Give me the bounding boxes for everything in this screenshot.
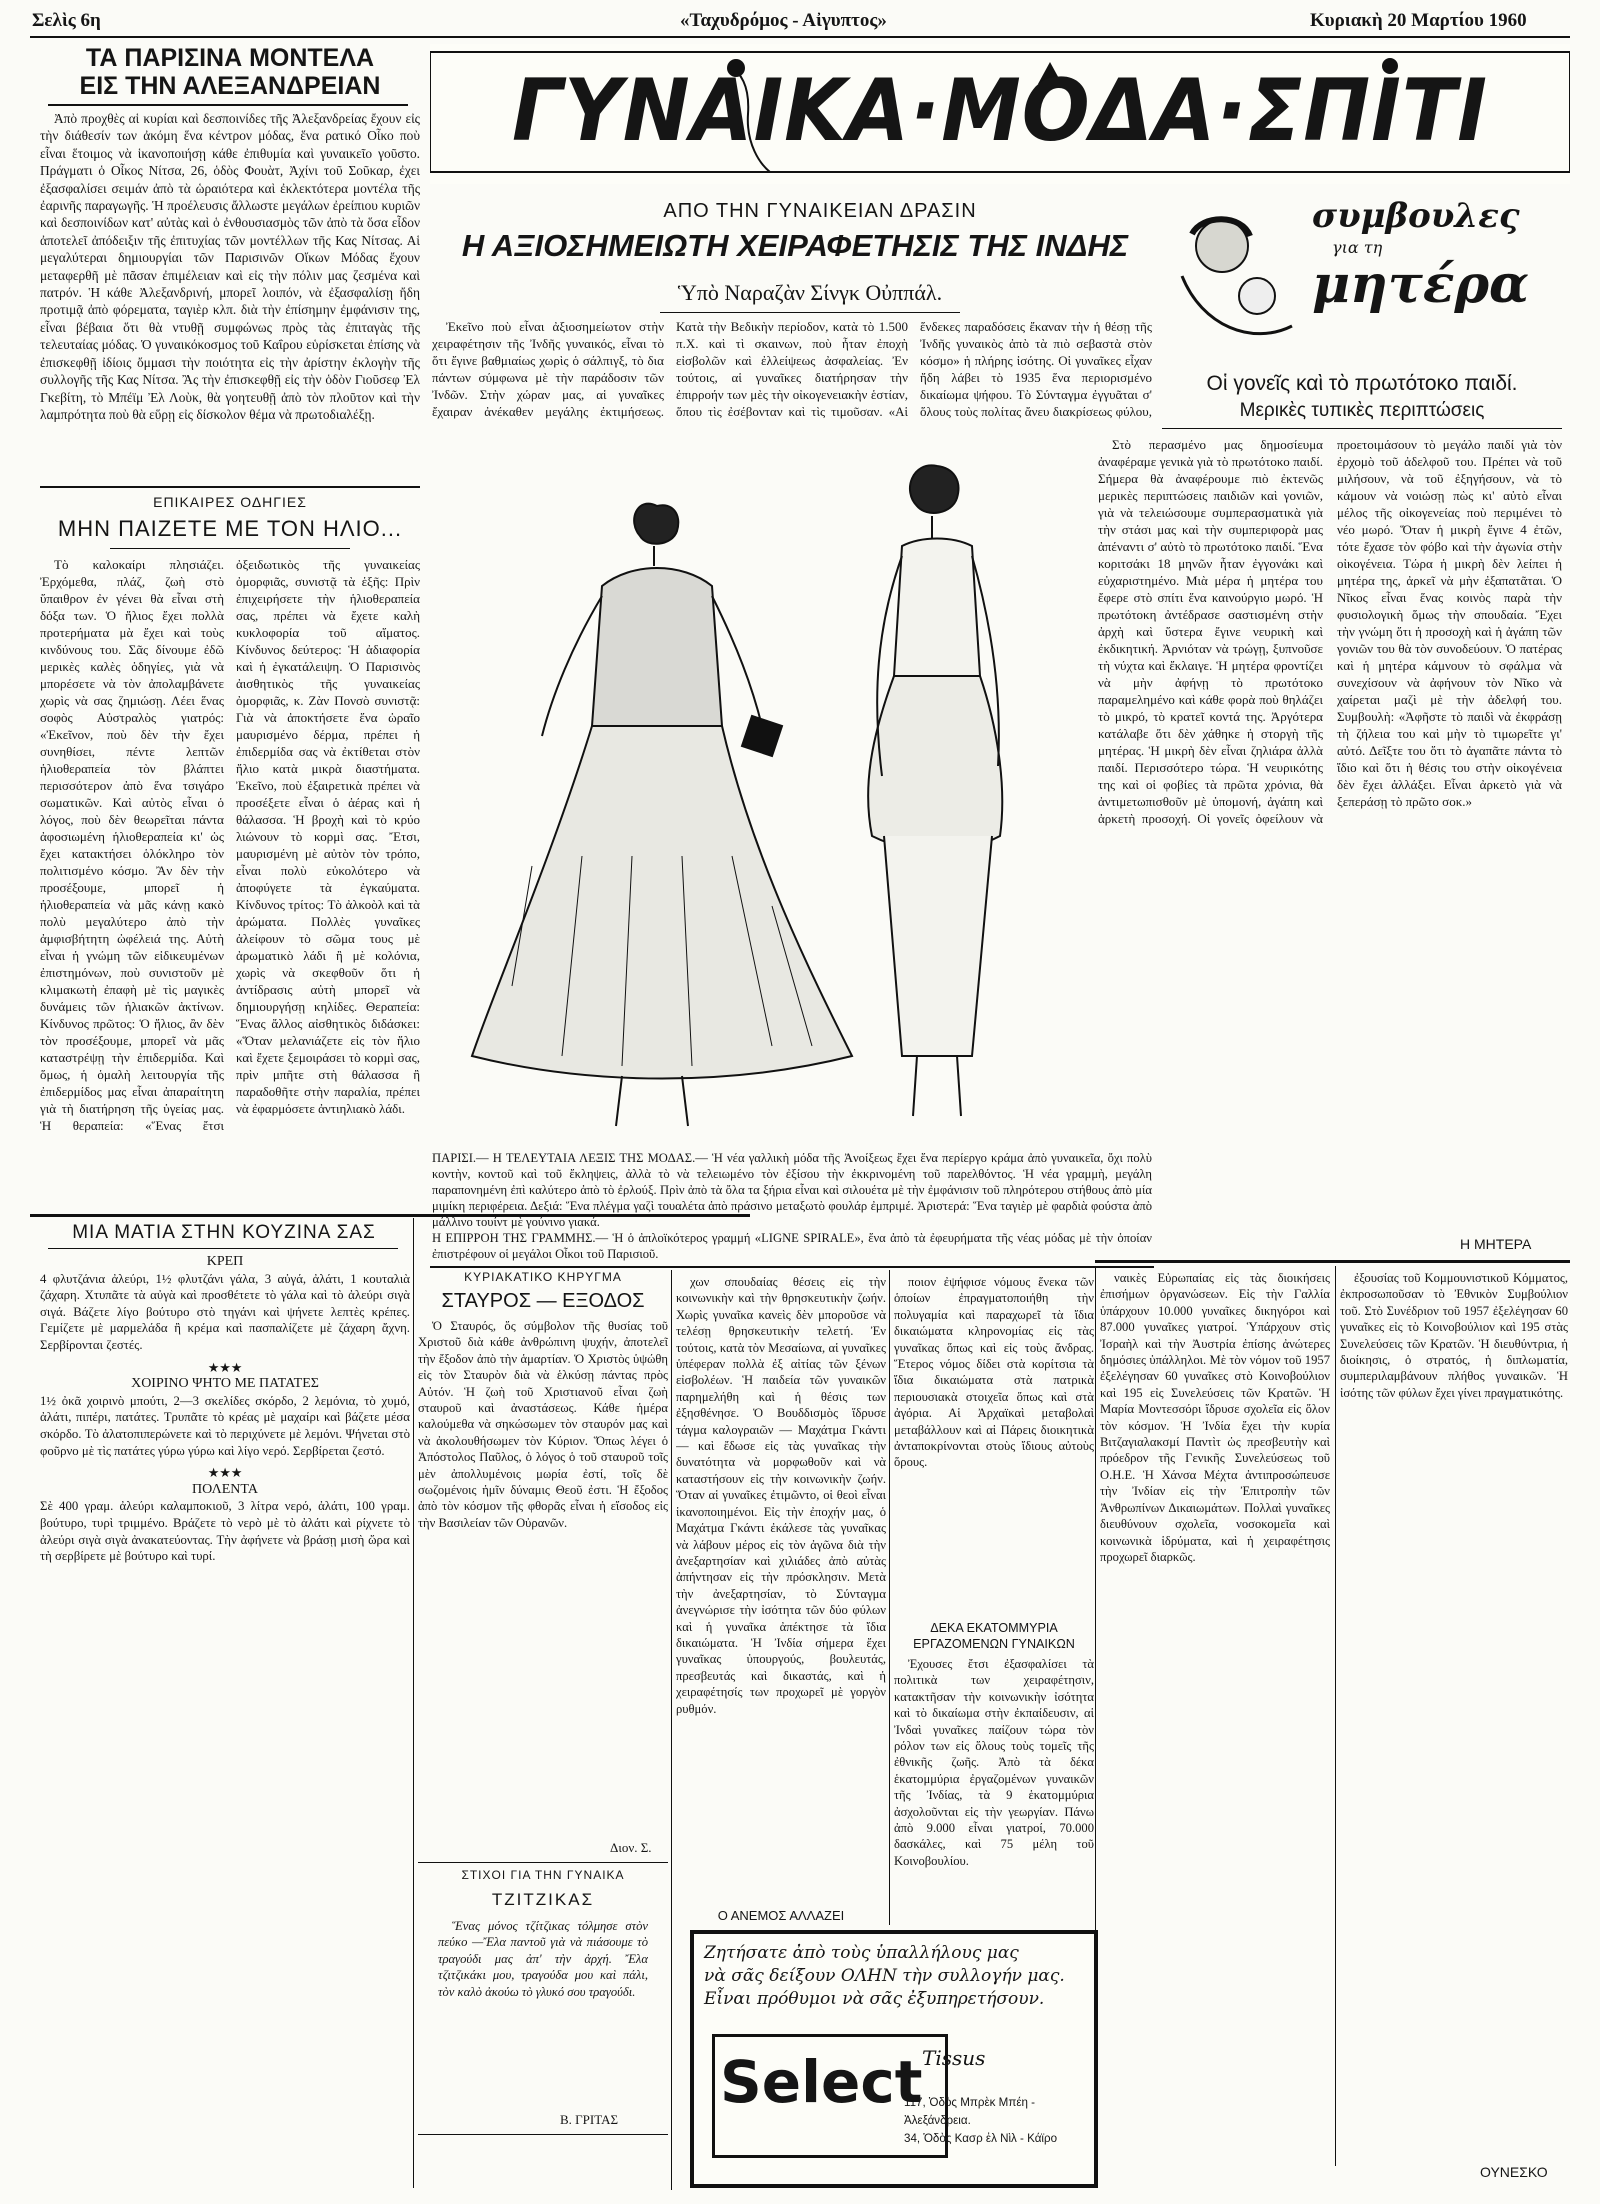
unesco-body: ναικὲς Εὐρωπαίας εἰς τὰς διοικήσεις ἐπισήμων ὀργανώσεων. Εἰς τὴν Γαλλία ὑπάρχουν 10.000 γυναῖκες δικηγόροι καὶ 87.000 γυναῖκες γιατροί. Ὑπάρχουν στὶς Ἰσραὴλ καὶ τὴν Ἀυστρία ἐπίσης ἀνώτερες δημόσιες ὑπάλληλοι. Μὲ τὸν νόμον τοῦ 1957 ἐξελέγησαν 60 γυναῖκες στὸ Κοινοβούλιον καὶ 195 εἰς Συνελεύσεις τῶν Κρατῶν. Ἡ Μαρία Μοντεσσόρι ἵδρυσε σχολεῖα εἰς ὅλον τὸν κόσμον. Ἡ Ἰνδία ἔχει τὴν κυρία Βιτζαγιαλακσμί Παντὶτ ὡς πρεσβευτὴν καὶ πρόεδρον τῆς Γενικῆς Συνελεύσεως τοῦ Ο.Η.Ε. Ἡ Χάνσα Μέχτα ἀντιπροσώπευσε τὴν Ἰνδίαν εἰς τὴν Ἐπιτροπὴν τῶν Ἀνθρωπίνων Δικαιωμάτων. Πολλαὶ γυναῖκες διευθύνουν σχολεῖα, νοσοκομεῖα καὶ κοινωνικὰ ἱδρύματα, καὶ ἡ χειραφέτησις προχωρεῖ διαρκῶς.	[1100, 1271, 1330, 1564]
issue-date: Κυριακὴ 20 Μαρτίου 1960	[1310, 10, 1527, 31]
newspaper-name: «Ταχυδρόμος - Αἰγυπτος»	[680, 10, 887, 31]
sermon-kicker: ΚΥΡΙΑΚΑΤΙΚΟ ΚΗΡΥΓΜΑ	[464, 1270, 622, 1284]
left-model-legs	[616, 1076, 688, 1126]
column-rule	[1335, 1266, 1336, 2166]
unesco-signature: ΟΥΝΕΣΚΟ	[1480, 2164, 1548, 2180]
right-model-figure	[868, 465, 1002, 1116]
recipe-stars: ★★★	[207, 1466, 243, 1481]
left-model-skirt	[472, 726, 852, 1079]
left-model-hair	[634, 504, 678, 544]
recipe-title: ΧΟΙΡΙΝΟ ΨΗΤΟ ΜΕ ΠΑΤΑΤΕΣ	[131, 1376, 319, 1392]
ad-brand: Select	[720, 2048, 923, 2116]
unesco-body2: ἐξουσίας τοῦ Κομμουνιστικοῦ Κόμματος, ἐκπροσωποῦσαν τὸ Ἐθνικὸν Συμβούλιον τοῦ. Στὸ Συνέδριον τοῦ 1957 ἐξελέγησαν 60 γυναῖκες εἰς τὸ Κοινοβούλιον καὶ 195 στὰς Συνελεύσεις τῶν Κρατῶν. Ἡ διευθύντρια, ἡ διοίκησις, ὁ στρατός, ἡ διπλωματία, συμπεριλαμβάνουν πλήθος γυναικῶν. Ἡ ἰσότης τῶν φύλων ἔχει γίνει πραγματικότης.	[1340, 1271, 1568, 1400]
paris-models-title	[40, 44, 420, 100]
fashion-sketch	[432, 436, 1152, 1146]
mother-child-icon	[1162, 206, 1302, 356]
paris-models-body: Ἀπὸ προχθὲς αἱ κυρίαι καὶ δεσποινίδες τῆς Ἀλεξανδρείας ἔχουν εἰς τὴν διάθεσίν των ἀκόμη ἕνα κέντρον μόδας, ἕνα ρατικό Οἶκο ποὺ εἶναι ἕτοιμος νὰ ἱκανοποιήσῃ κάθε ἐπιθυμία καὶ γυναικεῖο γοῦστο. Πράγματι ὁ Οἶκος Νίτσα, 26, ὁδὸς Φουὰτ, Ἀχίνι τοῦ Σοῦκαρ, ἐχει ἐξασφαλίσει σειμάν ἀπὸ τὰ ὡραιότερα καὶ ἐκλεκτότερα μοντέλα τῆς ἐαρινῆς παραγωγῆς. Ἡ προέλευσις ἄλλωστε μεγάλων ἐρείπιου κυριῶν καὶ δεσποινίδων κατ' αὐτὰς καὶ ὁ ἐνθουσιασμὸς τῶν ἀπὸ τὰ ὅσα εἶδον ἀποτελεῖ ἀπόδειξιν τῆς ἐπιτυχίας τῶν μοντέλλων τῆς Κας Νίτσας. Αἱ μεγαλύτεραι δημιουργίαι τῶν Παρισινῶν Οἴκων Μόδας ἔχουν μεταφερθῆ μὲ πᾶσαν ἐπιμέλειαν καὶ εἰς τὴν πόλιν μας ζεσμένα καὶ πατρόν. Ἡ κάθε Ἀλεξανδρινή, μπορεῖ λοιπόν, νὰ ἐξασφαλίσῃ ἤδη προτιμᾷ ἀπὸ φόρεματα, ταγιὲρ κλπ. διὰ τὴν ἐπίσημην ἐμφάνισιν της, εἶναι βέβαια ὅτι θὰ ντυθῇ συμφώνως πρὸς τὰς ἐπιταγὰς τῆς τελευταίας μόδας. Ὁ γυναικόκοσμος τοῦ Καΐρου εὑρίσκεται ἐπίσης νὰ ἐπισκεφθῇ ἰδίοις ὄμμασι τὴν ποιότητα εἰς τὴν ἀρίστην ἐκλογὴν τῆς συλλογῆς τῆς Κας Νίτσα. Ἂς τὴν ἐπισκεφθῇ εἰς τὴν ὁδὸν Γιοῦσεφ Ἐλ Γκεβίτη, τὸ Μπέϊμ Ἐλ Λοὺκ, θὰ γοητευθῇ ἀπὸ τὸν πλοῦτον καὶ τὴν λαμπρότητα ποὺ θὰ εὕρῃ εἰς δίσκολον θέμα νὰ πρωτοδιαλέξῃ.	[40, 111, 420, 422]
poem-body: Ἕνας μόνος τζίτζικας τόλμησε στὸν πεύκο —Ἔλα παντοῦ γιὰ νὰ πιάσουμε τὸ τραγούδι μας ἀπ' τὴν ἀρχή. Ἔλα τζιτζικάκι μου, τραγούδα μου καὶ πάλι, τὸν καλὸ ἀκούω τὸ γλυκό σου τραγούδι.	[438, 1919, 648, 1999]
ad-address: 117, Ὁδὸς Μπρὲκ Μπέη - Ἀλεξάνδρεια.	[904, 2096, 1036, 2127]
right-model-peplum	[868, 676, 1002, 851]
ad-copy	[704, 1942, 1084, 2011]
divider	[110, 548, 350, 549]
sun-article-body: Τὸ καλοκαίρι πλησιάζει. Ἐρχόμεθα, πλάζ, ζωὴ στὸ ὕπαιθρον ἐν γένει θὰ εἶναι στὴ δόξα των. Ὁ ἥλιος ἔχει πολλὰ προτερήματα μὰ ἔχει καὶ τοὺς κινδύνους του. Σᾶς δίνουμε ἐδῶ μερικὲς καλὲς ὁδηγίες, γιὰ νὰ μπορέσετε νὰ τὸν ἀπολαμβάνετε χωρὶς νὰ σας ζημιώσῃ. Λέει ἕνας σοφὸς Αὐστραλὸς γιατρός: «Ἐκεῖνον, ποὺ δὲν τὴν ἔχει συνηθίσει, πέντε λεπτῶν ἡλιοθεραπεία τὸν βλάπτει περισσότερον ἀπὸ ἕνα τσιγάρο σωματικῶν. Καὶ αὐτὸς εἶναι ὁ λόγος, ποὺ δὲν θεωρεῖται πάντα ἀφοσιωμένη ἡλιοθεραπεία κι' ὡς ἔχει κατακτήσει ὁλόκληρο τὸν πολιτισμένο κόσμο. Ἂν δὲν τὴν προσέξουμε, μπορεῖ ἡ ἡλιοθεραπεία νὰ μᾶς κάνῃ κακὸ πολὺ μεγαλύτερο ἀπὸ τὴν ἀμφισβήτητη ὠφέλειά της. Αὐτὴ εἶναι ἡ γνώμη τῶν εἰδικευμένων ἐπιστημόνων, ποὺ συνιστοῦν μὲ κλιμακωτὴ ἐπαφὴ μὲ τὶς μαγικὲς δυνάμεις τῶν ἡλιακῶν ἀκτίνων. Κίνδυνος πρῶτος: Ὁ ἥλιος, ἂν δὲν τὸν προσέξουμε, μπορεῖ νὰ μᾶς καταστρέψῃ τὴν ἐπιδερμίδα. Καὶ ὅμως, ἡ ὁμαλὴ λειτουργία τῆς ἐπιδερμίδος μας εἶναι ἀπαραίτητη γιὰ τὴ διατήρηση τῆς ὑγείας μας. Ἡ θεραπεία: «Ἕνας ἔτσι ὀξειδωτικὸς τῆς γυναικείας ὀμορφιᾶς, συνιστᾷ τὰ ἑξῆς: Πρὶν ἐπιχειρήσετε τὴν ἡλιοθεραπεία σας, πρέπει νὰ ἔχετε καλὴ κυκλοφορία τοῦ αἵματος. Κίνδυνος δεύτερος: Ἡ ἀδιαφορία καὶ ἡ ἐγκατάλειψη. Ὁ Παρισινὸς ἀισθητικὸς τῆς γυναικείας ὀμορφιᾶς, κ. Ζὰν Πονσὸ συνιστᾷ: Γιὰ νὰ ἀποκτήσετε ἕνα ὡραῖο μαυρισμένο δέρμα, πρέπει ἡ ἐπιδερμίδα σας νὰ ἐκτίθεται στὸν ἥλιο κατὰ μικρὰ διαστήματα. Ἐκεῖνο, ποὺ ἐξαιρετικὰ πρέπει νὰ προσέξετε εἶναι ὁ ἀέρας καὶ ἡ θάλασσα. Ἡ βροχὴ καὶ τὸ κρύο λιώνουν τὸ κορμὶ σας. Ἔτσι, μαυρισμένη μὲ αὐτὸν τὸν τρόπο, εἶναι πολὺ εὐκολότερο νὰ ἀποφύγετε τὰ ἐγκαύματα. Κίνδυνος τρίτος: Τὸ ἀλκοὸλ καὶ τὰ ἀρώματα. Πολλὲς γυναῖκες ἀλείφουν τὸ σῶμα τους μὲ ἀρωματικὸ λάδι ἢ μὲ κολόνια, χωρὶς νὰ σκεφθοῦν ὅτι ἡ ἀντίδρασις αὐτὴ μπορεῖ νὰ δημιουργήσῃ κηλίδες. Θεραπεία: Ἕνας ἄλλος αἰσθητικὸς διδάσκει: «Ὅταν μελανιάζετε εἰς τὸν ἥλιο καὶ ἔχετε ξεμοιράσει τὸ κορμὶ σας, πρὶν μπῆτε στὴ θάλασσα ἢ παραδοθῆτε στὴν παραλία, πρέπει νὰ ἐφαρμόσετε ἀντιηλιακὸ λάδι.	[40, 557, 420, 1133]
header-rule	[30, 36, 1570, 38]
sun-article-kicker: ΕΠΙΚΑΙΡΕΣ ΟΔΗΓΙΕΣ	[153, 494, 307, 510]
section-kicker: ΑΠΟ ΤΗΝ ΓΥΝΑΙΚΕΙΑΝ ΔΡΑΣΙΝ	[663, 200, 977, 222]
divider	[1162, 428, 1562, 429]
advice-header	[1162, 196, 1562, 366]
column-rule	[1095, 1266, 1096, 2186]
paris-models-title-line2: ΕΙΣ ΤΗΝ ΑΛΕΞΑΝΔΡΕΙΑΝ	[79, 72, 381, 100]
fashion-caption-text2: Η ΕΠΙΡΡΟΗ ΤΗΣ ΓΡΑΜΜΗΣ.— Ἡ ὁ ἀπλοϊκότερος γραμμή «LIGNE SPIRALE», ἕνα ἀπὸ τὰ ἐφευρήματα τῆς νέας μόδας μὲ τὴν ὁποίαν ἐπιστρέφουν οἱ μεγάλοι Οἶκοι τοῦ Παρισιοῦ.	[432, 1231, 1152, 1261]
right-model-hair	[910, 465, 959, 513]
divider	[1095, 1260, 1570, 1263]
ad-line: Ζητήσατε ἀπὸ τοὺς ὑπαλλήλους μας	[704, 1943, 1019, 1963]
advice-subtitle2: Μερικὲς τυπικὲς περιπτώσεις	[1239, 400, 1485, 421]
india-article-continued	[676, 1274, 886, 1904]
advice-script-mother: μητέρα	[1312, 254, 1530, 315]
ad-addresses	[904, 2094, 1089, 2148]
recipe-title: ΚΡΕΠ	[206, 1254, 244, 1269]
kitchen-recipes	[40, 1254, 410, 2184]
fashion-caption	[432, 1150, 1152, 1262]
divider	[418, 1862, 668, 1863]
divider	[40, 486, 420, 488]
kitchen-title: ΜΙΑ ΜΑΤΙΑ ΣΤΗΝ ΚΟΥΖΙΝΑ ΣΑΣ	[72, 1222, 376, 1243]
unesco-article	[1100, 1270, 1330, 2170]
sun-article-title: ΜΗΝ ΠΑΙΖΕΤΕ ΜΕ ΤΟΝ ΗΛΙΟ...	[57, 516, 403, 541]
recipe-title: ΠΟΛΕΝΤΑ	[192, 1481, 258, 1497]
column-rule	[889, 1270, 890, 1925]
ad-brand-sub: Tissus	[922, 2046, 986, 2070]
masthead-banner	[430, 44, 1570, 184]
select-tissus-ad[interactable]	[690, 1930, 1098, 2188]
advice-body: Στὸ περασμένο μας δημοσίευμα ἀναφέραμε γενικὰ γιὰ τὸ πρωτότοκο παιδί. Σήμερα θὰ ἀναφέρουμε πιὸ ἐκτενῶς μερικὲς περιπτώσεις παιδιῶν καὶ γονιῶν, γιὰ νὰ τελειώσουμε συμπερασματικὰ γιὰ τὴν στάσι μας καὶ τὴν συμπεριφορὰ μας ἀπέναντι σ' αὐτὸ τὸ πρωτότοκο παιδί. Ἕνα κοριτσάκι 18 μηνῶν ἦταν ἐγγονάκι καὶ εὐχαριστημένο. Μιὰ μέρα ἡ μητέρα του ἔφερε στὸ σπίτι ἕνα καινούργιο μωρό. Ἡ πρωτότοκη ἀντέδρασε σαστισμένη στὴν ἀρχὴ καὶ ὕστερα ἔγινε νευρικὴ καὶ ἐκδικητική. Ἀρνιόταν νὰ τρώγῃ, ξυπνοῦσε τὴ νύχτα καὶ ἔκλαιγε. Ἡ μητέρα φροντίζει νὰ μὴν ἀφήνῃ τὸ πρωτότοκο παραμελημένο καὶ κάθε φορὰ ποὺ θηλάζει τὸ μικρό, τὸ κρατεῖ κοντά της. Ἀργότερα κατάλαβε ὅτι δὲν χάθηκε ἡ στοργὴ τῆς μητέρας. Ἡ μικρὴ δὲν εἶναι ζηλιάρα ἀλλὰ παιδί. Περισσότερο τώρα. Ἡ νευρικότης της καὶ οἱ φοβίες τὰ πρῶτα χρόνια, θὰ ἀντιμετωπισθοῦν μὲ ὑπομονή, ἀγάπη καὶ ἀρκετὴ προσοχή. Οἱ γονεῖς ὀφείλουν νὰ προετοιμάσουν τὸ μεγάλο παιδί γιὰ τὸν ἐρχομὸ τοῦ ἀδελφοῦ του. Πρέπει νὰ τοῦ μιλήσουν, νὰ τοῦ ἐξηγήσουν, νὰ τὸ κάμουν νὰ νοιώσῃ πὼς κι' αὐτὸ εἶναι μέλος τῆς οἰκογενείας ποὺ περιμένει τὸ νέο μωρό. Ὅταν ἡ μικρὴ ἔγινε 4 ἐτῶν, τότε ἔχασε τὸν φόβο καὶ τὴν ἀγωνία στὴν οἰκογένεια. Τώρα ἡ μικρὴ δὲν λείπει ἡ μητέρα της, ἀρκεῖ νὰ μὴν ἐξαπατᾶται. Ὁ Νῖκος εἶναι ἕνας κοινὸς παρὰ τὴν φυσιολογικὴ ὅμως τὴν σπουδαία. Ἔχει τὴν γνώμη ὅτι ἡ προσοχὴ καὶ ἡ ἀγάπη τῶν γονιῶν του θὰ τὸν συνοδεύουν. Ὁ πατέρας καὶ ἡ μητέρα κάμνουν τὸ σφάλμα νὰ συνεχίσουν νὰ ἀφήνουν τὸν Νῖκο νὰ χαίρεται μαζὶ μὲ τὴν ἀδελφή του. Συμβουλὴ: «Ἀφῆστε τὸ παιδὶ νὰ ἐκφράσῃ τὴ ζήλεια του καὶ μὴν τὸ τιμωρεῖτε γι' αὐτό. Δεῖξτε του ὅτι τὸ ἀγαπᾶτε πάντα τὸ ἴδιο καὶ ὅτι ἡ θέσις του στὴν οἰκογένεια δὲν ἔχει ἀλλάξει. Εἶναι ἀρκετὸ γιὰ νὰ ξεπεράσῃ τὸ πρῶτο σοκ.»	[1098, 437, 1562, 826]
paris-models-title-line1: ΤΑ ΠΑΡΙΣΙΝΑ ΜΟΝΤΕΛΑ	[85, 44, 375, 72]
sermon-signature: Διον. Σ.	[610, 1840, 652, 1855]
poem-text	[438, 1918, 648, 2108]
ad-line: Εἶναι πρόθυμοι νὰ σᾶς ἐξυπηρετήσουν.	[704, 1989, 1045, 2009]
ad-line: νὰ σᾶς δείξουν ΟΛΗΝ τὴν συλλογήν μας.	[704, 1966, 1065, 1986]
divider	[48, 1248, 398, 1249]
sermon-title: ΣΤΑΥΡΟΣ — ΕΞΟΔΟΣ	[441, 1290, 645, 1312]
sermon-body: Ὁ Σταυρός, ὅς σύμβολον τῆς θυσίας τοῦ Χριστοῦ διὰ κάθε ἀνθρώπινη ψυχήν, ἀποτελεῖ τὴν ἔξοδον ἀπὸ τὴν ἁμαρτίαν. Ὁ Χριστὸς ὑψώθη εἰς τὸν Σταυρὸν διὰ νὰ ἑλκύσῃ πάντας πρὸς Αὐτόν. Ἡ ζωὴ τοῦ Χριστιανοῦ εἶναι ζωὴ σταυροῦ καὶ ἀναστάσεως. Κάθε ἡμέρα καλούμεθα νὰ σηκώσωμεν τὸν σταυρόν μας καὶ νὰ ἀκολουθήσωμεν τὸν Κύριον. Ὅπως λέγει ὁ Ἀπόστολος Παῦλος, ὁ λόγος ὁ τοῦ σταυροῦ τοῖς μὲν ἀπολλυμένοις μωρία ἐστί, τοῖς δὲ σωζομένοις ἡμῖν δύναμις Θεοῦ ἐστι. Ἡ ἔξοδος ἀπὸ τὸν κόσμον τῆς φθορᾶς εἶναι ἡ εἴσοδος εἰς τὴν Βασιλείαν τῶν Οὐρανῶν.	[418, 1319, 668, 1530]
advice-signature: Η ΜΗΤΕΡΑ	[1460, 1236, 1532, 1252]
poem-title: ΤΖΙΤΖΙΚΑΣ	[491, 1890, 595, 1909]
recipe-body: 1½ ὀκᾶ χοιρινὸ μπούτι, 2—3 σκελίδες σκόρδο, 2 λεμόνια, τὸ χυμό, ἀλάτι, πιπέρι, πατάτες. Τρυπᾶτε τὸ κρέας μὲ μαχαίρι καὶ βάζετε μέσα σκόρδο. Τὸ ἀλατοπιπερώνετε καὶ τὸ περιχύνετε μὲ λεμόνι. Ψήνεται στὸ φοῦρνο μὲ τὶς πατάτες γύρω γύρω καὶ λίγο νερό. Σερβίρεται ζεστό.	[40, 1393, 410, 1458]
sun-article	[40, 556, 420, 1206]
fashion-caption-text: ΠΑΡΙΣΙ.— Η ΤΕΛΕΥΤΑΙΑ ΛΕΞΙΣ ΤΗΣ ΜΟΔΑΣ.— Ἡ νέα γαλλικὴ μόδα τῆς Ἀνοίξεως ἔχει ἕνα περίεργο κράμα ἀπὸ γυναικεῖα, ὄχι πολὺ κοντὴν, κοντοῦ καὶ τοῦ ἔκληψεις, ἀλλὰ τὸ νὰ τελειωμένο τὸν ἐξίσου τὴν ἐκκρινομένη τοῦ παρελθόντος. Ἡ νέα γραμμὴ, μεγάλη παραπονημένη ἐπὶ καλύτερο ἀπὸ τὸ ἐρλούξ. Πρὶν ἀπὸ τὰ ὄλα τα ξήρια εἶναι καὶ σιλουέτα μὲ τὴν ἐμφάνισιν τοῦ πληρότερου στήθους ἀπὸ μία μιμίκη περιφέρεια. Δεξιά: Ἕνα πλέγμα γαζὶ τουαλέτα ἀπὸ πράσινο μεταξωτὸ φουλάρ ἐμπριμέ. Ἀριστερά: Ἕνα ταγιὲρ μὲ φαρδιὰ φούστα ἀπὸ μάλλινο τουίντ μὲ γούνινο γιακά.	[432, 1151, 1152, 1229]
advice-article	[1098, 436, 1562, 1256]
left-model-jacket	[592, 568, 722, 726]
right-model-bodice	[894, 539, 980, 677]
advice-subtitle: Οἱ γονεῖς καὶ τὸ πρωτότοκο παιδί.	[1206, 372, 1518, 395]
column-rule	[413, 1218, 414, 2188]
poem-kicker: ΣΤΙΧΟΙ ΓΙΑ ΤΗΝ ΓΥΝΑΙΚΑ	[461, 1868, 625, 1882]
india-article-body2: χων σπουδαίας θέσεις εἰς τὴν κοινωνικὴν καὶ τὴν θρησκευτικὴν ζωήν. Χωρὶς γυναῖκα κανεὶς δὲν μποροῦσε νὰ τελέσῃ θρησκευτικὴν τελετή. Ἐν τούτοις, κατὰ τὸν Μεσαίωνα, αἱ γυναῖκες ὑπέφεραν πολλὰ ἐξ αἰτίας τῶν ξένων εἰσβολέων. Ἡ παιδεία τῶν γυναικῶν παρημελήθη καὶ ἡ θέσις των ἐξησθένησε. Ὁ Βουδδισμὸς ἵδρυσε τάγμα καλογραιῶν — Μαχάτμα Γκάντι — καὶ ἔδωσε εἰς τὰς γυναῖκας τὴν δυνατότητα νὰ μορφωθοῦν καὶ νὰ καταστήσουν εἰς τὴν κοινωνικὴν ζωήν. Ὅταν αἱ γυναῖκες ἐτιμῶντο, οἱ θεοὶ εἶναι ἱκανοποιημένοι. Εἰς τὴν ἐποχήν μας, ὁ Μαχάτμα Γκάντι ἐκάλεσε τὰς γυναῖκας νὰ λάβουν μέρος εἰς τὸν ἀγῶνα διὰ τὴν ἀνεξαρτησίαν καὶ χιλιάδες ἀπὸ αὐτὰς ἀπήντησαν εἰς τὴν πρόσκλησιν. Μετὰ τὴν ἀνεξαρτησίαν, τὸ Σύνταγμα ἀνεγνώρισε τὴν ἰσότητα τῶν δύο φύλων καὶ ἡ γυναῖκα ἀπέκτησε τὰ ἴδια δικαιώματα. Ἡ Ἰνδία σήμερα ἔχει γυναῖκας ὑπουργούς, βουλευτάς, πρεσβευτάς καὶ δικαστάς, καὶ ἡ χειραφέτησίς των προχωρεῖ μὲ γοργὸν ρυθμόν.	[676, 1275, 886, 1716]
advice-script-sub: για τη	[1332, 238, 1383, 257]
working-women-title: ΔΕΚΑ ΕΚΑΤΟΜΜΥΡΙΑ ΕΡΓΑΖΟΜΕΝΩΝ ΓΥΝΑΙΚΩΝ	[913, 1621, 1075, 1651]
india-article-intro	[432, 318, 1152, 428]
sermon-article	[418, 1318, 668, 1838]
paris-models-article	[40, 110, 420, 480]
working-women-article	[894, 1656, 1094, 1906]
masthead-title: ΓΥΝΑΙΚΑ·ΜΟΔΑ·ΣΠΙΤΙ	[512, 61, 1488, 161]
ad-address: 34, Ὁδὸς Κασρ ἐλ Νὶλ - Κάϊρο	[904, 2132, 1058, 2145]
recipe-body: 4 φλυτζάνια ἀλεύρι, 1½ φλυτζάνι γάλα, 3 αὐγά, ἀλάτι, 1 κουταλιὰ ζάχαρη. Χτυπᾶτε τὰ αὐγὰ καὶ προσθέτετε τὸ γάλα καὶ τὸ ἀλεύρι σιγὰ σιγά. Βάζετε λίγο βούτυρο στὸ τηγάνι καὶ ψήνετε λεπτὲς κρέπες. Γεμίζετε μὲ μαρμελάδα ἢ κρέμα καὶ πασπαλίζετε μὲ ζάχαρη ἄχνη. Σερβίρονται ζεστές.	[40, 1271, 410, 1352]
column-rule	[671, 1270, 672, 2190]
recipe-stars: ★★★	[207, 1360, 243, 1375]
divider	[48, 104, 408, 106]
india-article-title: Η ΑΞΙΟΣΗΜΕΙΩΤΗ ΧΕΙΡΑΦΕΤΗΣΙΣ ΤΗΣ ΙΝΔΗΣ	[461, 228, 1129, 263]
advice-script-title: συμβουλες	[1312, 196, 1520, 236]
right-model-legs	[913, 1056, 961, 1116]
poem-signature: Β. ΓΡΙΤΑΣ	[560, 2112, 619, 2127]
india-article-continued2	[894, 1274, 1094, 1614]
mother-arm-icon	[1182, 276, 1292, 334]
divider	[430, 1266, 1154, 1268]
working-women-body: Ἐχουσες ἔτσι ἐξασφαλίσει τὰ πολιτικὰ των χειραφέτησιν, κατακτῆσαν τὴν κοινωνικὴν ἰσότητα καὶ τὸ δικαίωμα στὴν ἐκπαίδευσιν, αἱ Ἰνδαὶ γυναῖκες παίζουν τώρα τὸν ρόλον των εἰς ὅλους τοὺς τομεῖς τῆς ἐθνικῆς ζωῆς. Ἀπὸ τὰ δέκα ἑκατομμύρια ἐργαζομένων γυναικῶν τῆς Ἰνδίας, τὰ 9 ἑκατομμύρια ἀσχολοῦνται εἰς τὴν γεωργίαν. Πάνω ἀπὸ 9.000 εἶναι γιατροί, 70.000 δασκάλες, καὶ 75 μέλη τοῦ Κοινοβουλίου.	[894, 1657, 1094, 1868]
wind-changes-title: Ο ΑΝΕΜΟΣ ΑΛΛΑΖΕΙ	[717, 1908, 845, 1923]
divider	[418, 2134, 668, 2135]
baby-head-icon	[1239, 278, 1275, 314]
india-article-body: Ἐκεῖνο ποὺ εἶναι ἀξιοσημείωτον στὴν χειραφέτησιν τῆς Ἰνδῆς γυναικός, εἶναι τὸ ὅτι ἔγινε βαθμιαίως χωρὶς ὁ σάλπιγξ, τὸ δια πάντων σύμφωνα μὲ τὴν παράδοσιν τῶν Ἰνδῶν. Στὴν χώραν μας, αἱ γυναῖκες ἔχαιραν ἀνέκαθεν μεγάλης ἐκτιμήσεως. Κατὰ τὴν Βεδικὴν περίοδον, κατὰ τὸ 1.500 π.Χ. καὶ τὶ σκαινων, ποὺ ἦταν ἐποχὴ εἰσβολῶν καὶ ἐλλείψεως ἀσφαλείας. Ἐν τούτοις, αἱ γυναῖκες διατήρησαν τὴν ἐπιρροήν των μὲς τὴν οἰκογενειακὴν ἑστίαν, ὅπου τὶς ἐσέβονταν καὶ τὶς τιμοῦσαν. «Αἱ ἕνδεκες παραδόσεις ἔκαναν τὴν ἡ θέσῃ τῆς Ἰνδῆς γυναικὸς ἀπὸ τὰ πιὸ σεβαστὰ στὸν κόσμο» ἡ πλήρης ἰσότης. Οἱ γυναῖκες εἶχαν ἤδη λάβει τὸ 1935 ἕνα περιορισμένο δικαίωμα ψήφου. Τὸ Σύνταγμα ἐγγυᾶται σ' ὅλους τοὺς πολίτας ἄνευ διακρίσεως φύλου,	[432, 319, 1152, 419]
fashion-illustration	[432, 436, 1152, 1146]
india-article-byline: Ὑπὸ Ναραζὰν Σίνγκ Οὐππάλ.	[677, 280, 943, 305]
left-model-glove	[742, 716, 782, 756]
left-model-figure	[472, 504, 852, 1126]
divider	[660, 312, 960, 313]
unesco-article2	[1340, 1270, 1568, 2160]
page-number: Σελὶς 6η	[32, 10, 101, 31]
recipe-body: Σὲ 400 γραμ. ἀλεύρι καλαμποκιοῦ, 3 λίτρα νερό, ἀλάτι, 100 γραμ. βούτυρο, τυρὶ τριμμένο. Βράζετε τὸ νερὸ μὲ τὸ ἀλάτι καὶ ρίχνετε τὸ ἀλεύρι σιγὰ σιγὰ ἀνακατεύοντας. Τὴν ἀφήνετε νὰ βράσῃ μισὴ ὥρα καὶ τὴ σερβίρετε μὲ βούτυρο καὶ τυρί.	[40, 1499, 410, 1564]
right-model-skirt	[884, 836, 992, 1056]
india-article-body3: ποιον ἐψήφισε νόμους ἕνεκα τῶν ὁποίων ἐπραγματοποιήθη τὴν πολυγαμία καὶ παραχωρεῖ τὰ ἴδια δικαιώματα κληρονομίας εἰς τὰς γυναῖκας ὅπως καὶ εἰς τοὺς ἄνδρας. Ἕτερος νόμος δίδει στὰ κορίτσια τὰ ἴδια δικαιώματα στὰ πατρικὰ περιουσιακὰ στοιχεῖα ὅπως καὶ στὰ ἀγόρια. Αἱ Ἀρχαϊκαὶ μεταβολαὶ μεταβάλλουν καὶ αἱ Πάρεις διοικητικὰ ἀνταποκρίνονται στοὺς ἴδιους αὐτοὺς ὅρους.	[894, 1275, 1094, 1470]
